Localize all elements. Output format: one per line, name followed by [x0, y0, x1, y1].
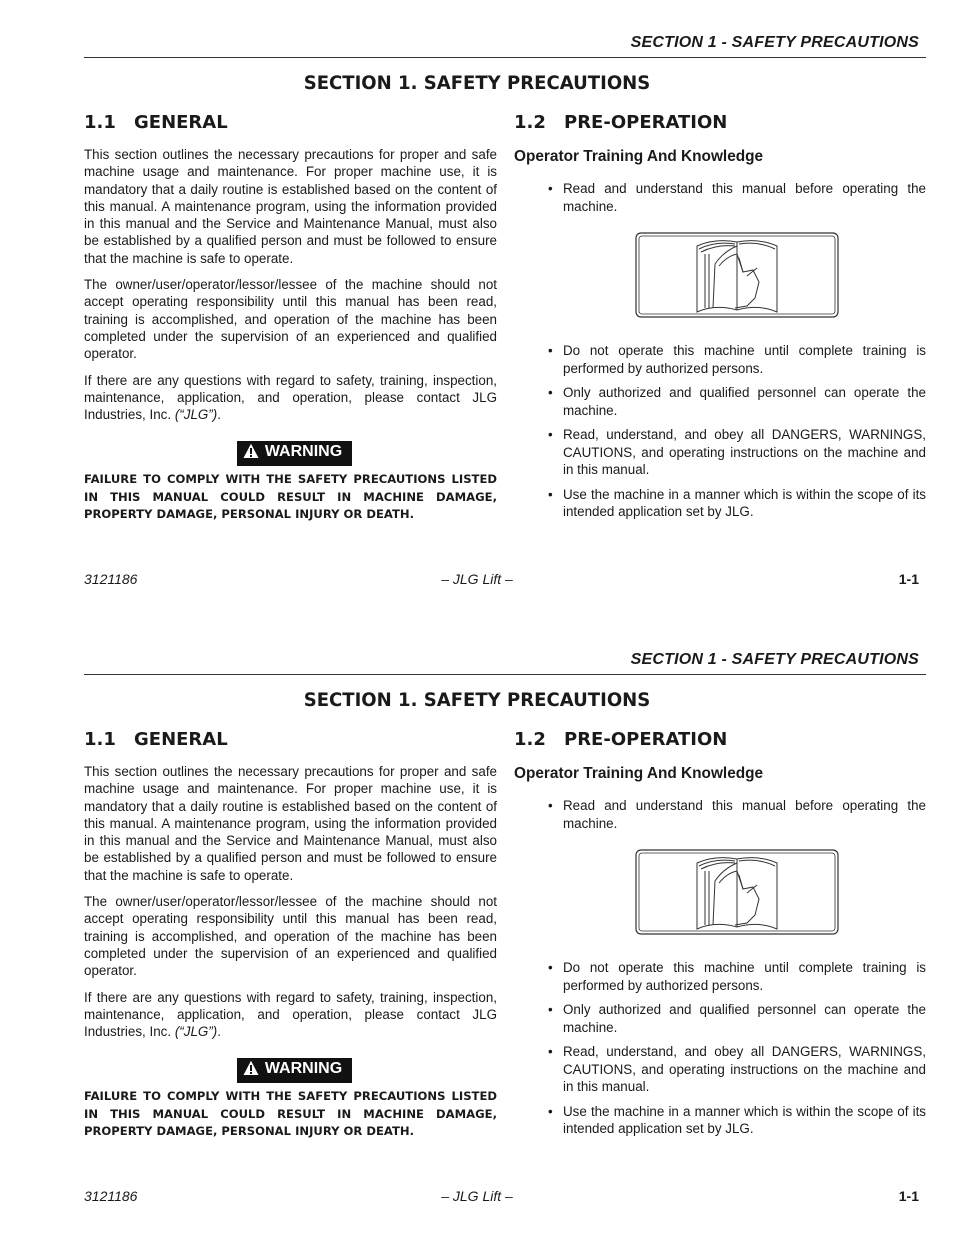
jlg-abbrev: (“JLG”) — [174, 1024, 218, 1040]
general-column — [84, 763, 497, 1141]
warning-text: FAILURE TO COMPLY WITH THE SAFETY PRECAUTIONS LISTED IN THIS MANUAL COULD RESULT IN MACHINE DAMAGE, PROPERTY DAMAGE, PERSONAL INJURY OR DEATH. — [84, 1089, 497, 1139]
footer-doc-number: 3121186 — [84, 1188, 138, 1204]
heading-text: GENERAL — [134, 729, 228, 750]
running-head: SECTION 1 - SAFETY PRECAUTIONS — [630, 651, 919, 668]
contact-text: If there are any questions with regard to safety, training, inspection, maintenance, application, and operation, please contact JLG Industries, Inc. — [84, 372, 497, 423]
bullet-text: Do not operate this machine until complete training is performed by authorized persons. — [563, 960, 926, 993]
list-item — [514, 486, 926, 521]
footer-doc-number: 3121186 — [84, 571, 138, 587]
bullet-text: Use the machine in a manner which is within the scope of its intended application set by JLG. — [563, 486, 926, 519]
heading-number: 1.2 — [514, 729, 546, 750]
running-head: SECTION 1 - SAFETY PRECAUTIONS — [630, 34, 919, 51]
pre-operation-column — [514, 146, 926, 528]
heading-text: PRE-OPERATION — [564, 729, 728, 750]
bullet-icon: • — [548, 181, 553, 196]
heading-general — [84, 729, 228, 750]
section-title: SECTION 1. SAFETY PRECAUTIONS — [303, 689, 651, 711]
warning-label-wrap — [84, 1058, 497, 1083]
general-paragraph-2: The owner/user/operator/lessor/lessee of the machine should not accept operating responsibility until this manual has been read, training is accomplished, and operation of the machine has been completed under the supervision of an experienced and qualified operator. — [84, 894, 497, 979]
list-item — [514, 1103, 926, 1138]
bullet-icon: • — [548, 1044, 553, 1059]
heading-general — [84, 112, 228, 133]
general-paragraph-3 — [84, 372, 497, 424]
bullet-icon: • — [548, 798, 553, 813]
heading-text: GENERAL — [134, 112, 228, 133]
general-paragraph-2: The owner/user/operator/lessor/lessee of the machine should not accept operating responsibility until this manual has been read, training is accomplished, and operation of the machine has been completed under the supervision of an experienced and qualified operator. — [84, 277, 497, 362]
bullet-list — [514, 180, 926, 215]
bullet-list — [514, 959, 926, 1138]
alert-triangle-icon — [243, 443, 259, 465]
bullet-text: Read and understand this manual before operating the machine. — [563, 181, 926, 214]
bullet-list — [514, 797, 926, 832]
heading-number: 1.2 — [514, 112, 546, 133]
bullet-icon: • — [548, 427, 553, 442]
warning-label: WARNING — [264, 443, 343, 461]
header-rule — [84, 57, 926, 58]
list-item — [514, 426, 926, 479]
list-item — [514, 959, 926, 994]
bullet-icon: • — [548, 385, 553, 400]
period: . — [217, 1024, 221, 1040]
pre-operation-column — [514, 763, 926, 1145]
bullet-text: Only authorized and qualified personnel can operate the machine. — [563, 385, 926, 418]
bullet-text: Read and understand this manual before operating the machine. — [563, 798, 926, 831]
warning-label: WARNING — [264, 1060, 343, 1078]
heading-pre-operation — [514, 729, 727, 750]
subheading-operator-training: Operator Training And Knowledge — [514, 765, 764, 782]
list-item — [514, 1043, 926, 1096]
bullet-text: Read, understand, and obey all DANGERS, WARNINGS, CAUTIONS, and operating instructions on the machine and in this manual. — [563, 427, 926, 477]
general-paragraph-1: This section outlines the necessary precautions for proper and safe machine usage and maintenance. For proper machine use, it is mandatory that a daily routine is established based on the content of this manual. A maintenance program, using the information provided in this manual and the Service and Maintenance Manual, must also be established by a qualified person and must be followed to ensure that the machine is safe to operate. — [84, 147, 497, 266]
bullet-text: Do not operate this machine until complete training is performed by authorized persons. — [563, 343, 926, 376]
bullet-text: Only authorized and qualified personnel can operate the machine. — [563, 1002, 926, 1035]
period: . — [217, 407, 221, 423]
bullet-text: Use the machine in a manner which is within the scope of its intended application set by JLG. — [563, 1103, 926, 1136]
warning-text: FAILURE TO COMPLY WITH THE SAFETY PRECAUTIONS LISTED IN THIS MANUAL COULD RESULT IN MACHINE DAMAGE, PROPERTY DAMAGE, PERSONAL INJURY OR DEATH. — [84, 472, 497, 522]
jlg-abbrev: (“JLG”) — [174, 407, 218, 423]
general-paragraph-3 — [84, 989, 497, 1041]
section-title: SECTION 1. SAFETY PRECAUTIONS — [303, 72, 651, 94]
general-paragraph-1: This section outlines the necessary precautions for proper and safe machine usage and maintenance. For proper machine use, it is mandatory that a daily routine is established based on the content of this manual. A maintenance program, using the information provided in this manual and the Service and Maintenance Manual, must also be established by a qualified person and must be followed to ensure that the machine is safe to operate. — [84, 764, 497, 883]
read-manual-icon — [635, 232, 839, 318]
bullet-text: Read, understand, and obey all DANGERS, WARNINGS, CAUTIONS, and operating instructions on the machine and in this manual. — [563, 1044, 926, 1094]
list-item — [514, 180, 926, 215]
footer-center: – JLG Lift – — [441, 571, 513, 587]
manual-page-2 — [0, 617, 954, 1234]
contact-text: If there are any questions with regard to safety, training, inspection, maintenance, application, and operation, please contact JLG Industries, Inc. — [84, 989, 497, 1040]
list-item — [514, 797, 926, 832]
list-item — [514, 384, 926, 419]
warning-badge — [237, 441, 352, 466]
bullet-list — [514, 342, 926, 521]
subheading-operator-training: Operator Training And Knowledge — [514, 148, 764, 165]
general-column — [84, 146, 497, 524]
footer-center: – JLG Lift – — [441, 1188, 513, 1204]
list-item — [514, 1001, 926, 1036]
footer-page-number: 1-1 — [898, 1188, 919, 1204]
manual-page-1 — [0, 0, 954, 617]
bullet-icon: • — [548, 486, 553, 502]
list-item — [514, 342, 926, 377]
alert-triangle-icon — [243, 1060, 259, 1082]
heading-number: 1.1 — [84, 729, 116, 750]
heading-pre-operation — [514, 112, 727, 133]
bullet-icon: • — [548, 1002, 553, 1017]
bullet-icon: • — [548, 960, 553, 975]
heading-text: PRE-OPERATION — [564, 112, 728, 133]
footer-page-number: 1-1 — [898, 571, 919, 587]
warning-label-wrap — [84, 441, 497, 466]
bullet-icon: • — [548, 343, 553, 358]
warning-badge — [237, 1058, 352, 1083]
bullet-icon: • — [548, 1103, 553, 1119]
heading-number: 1.1 — [84, 112, 116, 133]
header-rule — [84, 674, 926, 675]
read-manual-icon — [635, 849, 839, 935]
